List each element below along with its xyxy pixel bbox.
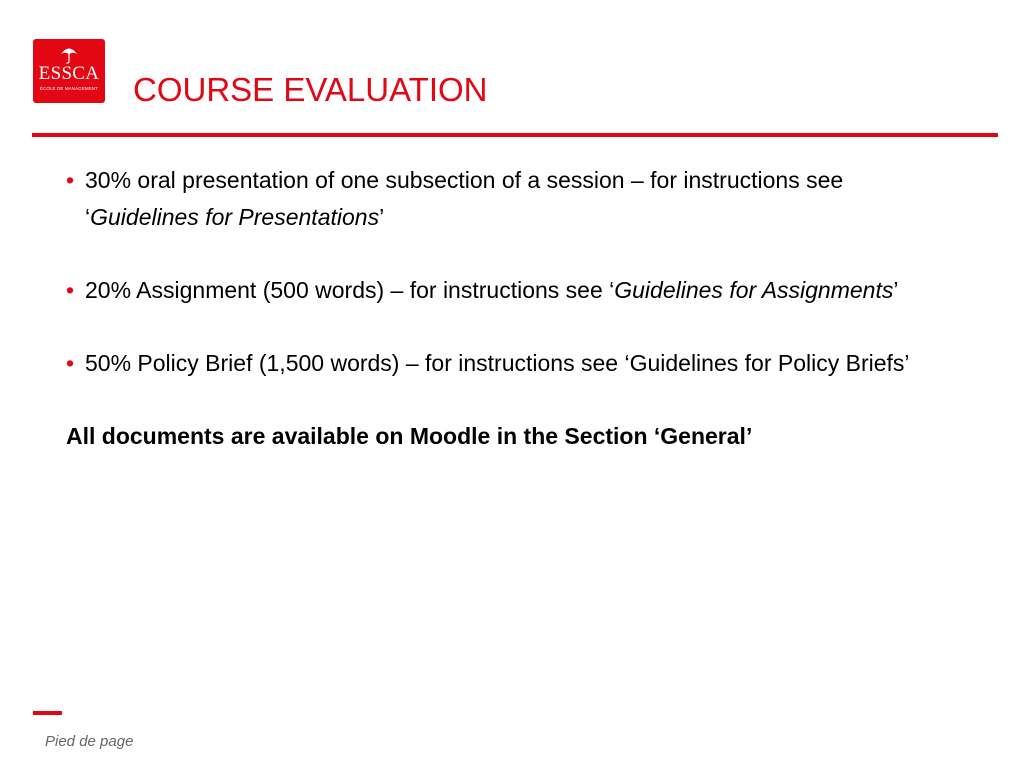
footer-text: Pied de page xyxy=(45,733,134,750)
slide-title: COURSE EVALUATION xyxy=(133,71,488,108)
essca-logo xyxy=(33,39,105,103)
bullet-item xyxy=(66,162,946,236)
bullet-text: 30% oral presentation of one subsection of a session – for instructions see ‘ xyxy=(85,167,844,230)
footer-accent xyxy=(33,711,62,715)
slide-content xyxy=(66,162,946,455)
logo-wordmark: ESSCA xyxy=(38,63,100,84)
bullet-text-end: ’ xyxy=(379,204,385,230)
bullet-marker: • xyxy=(66,350,75,376)
moodle-note: All documents are available on Moodle in the Section ‘General’ xyxy=(66,423,753,449)
logo-tagline: ÉCOLE DE MANAGEMENT xyxy=(39,86,99,91)
title-divider xyxy=(32,133,998,137)
bullet-text: 50% Policy Brief (1,500 words) – for instructions see ‘Guidelines for Policy Briefs’ xyxy=(85,350,910,376)
bullet-marker: • xyxy=(66,167,75,193)
bullet-text: 20% Assignment (500 words) – for instructions see ‘ xyxy=(85,277,615,303)
bullet-emphasis: Guidelines for Assignments xyxy=(614,277,894,303)
bullet-text-end: ’ xyxy=(893,277,899,303)
bullet-emphasis: Guidelines for Presentations xyxy=(90,204,380,230)
bullet-item xyxy=(66,345,946,382)
bullet-item xyxy=(66,272,946,309)
bullet-marker: • xyxy=(66,277,75,303)
